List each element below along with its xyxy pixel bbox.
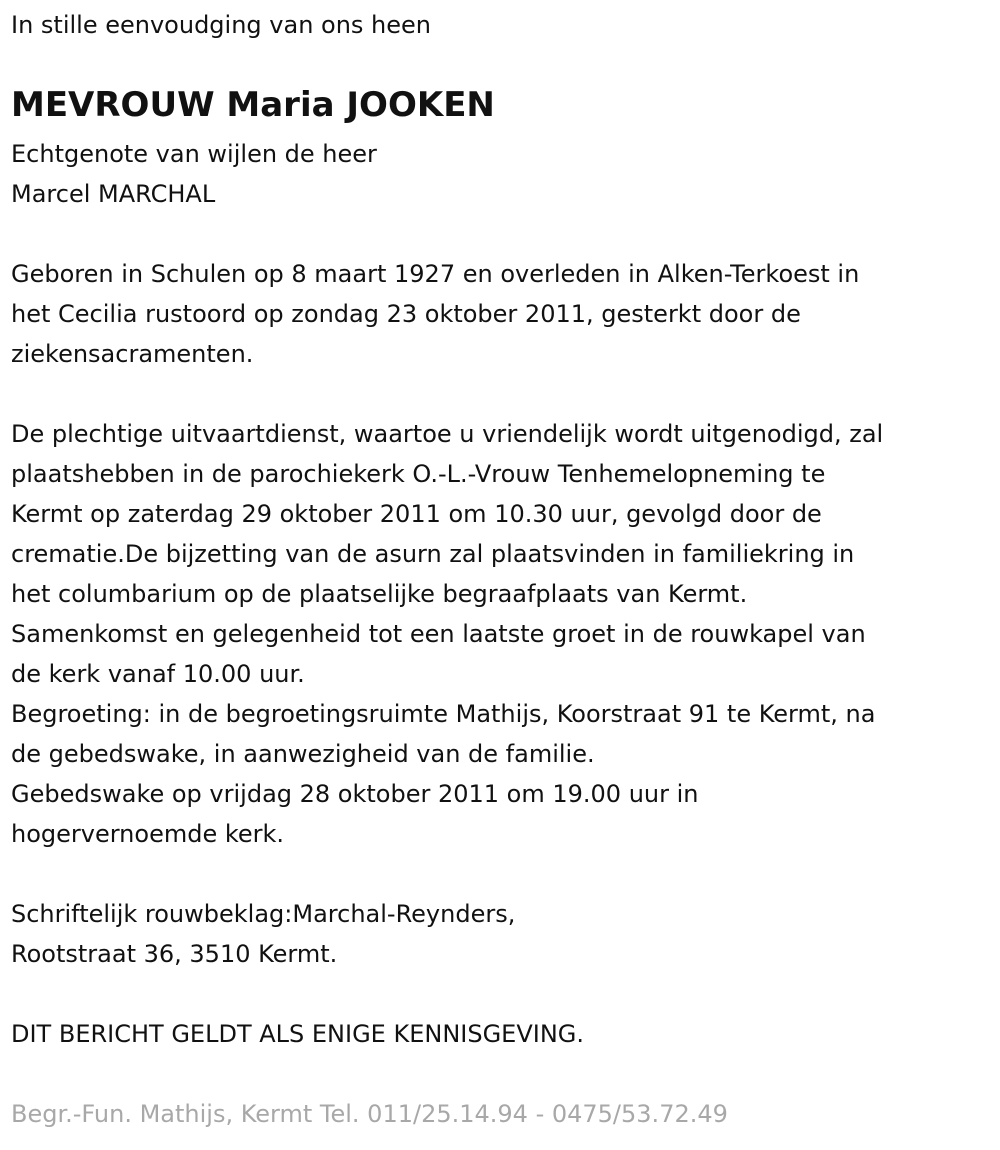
text-line: Schriftelijk rouwbeklag:Marchal-Reynders, — [11, 900, 516, 928]
deceased-name: MEVROUW Maria JOOKEN — [11, 85, 495, 125]
text-line: Begroeting: in de begroetingsruimte Mathijs, Koorstraat 91 te Kermt, na — [11, 700, 876, 728]
text-line: Kermt op zaterdag 29 oktober 2011 om 10.30 uur, gevolgd door de — [11, 500, 822, 528]
funeral-home-footer: Begr.-Fun. Mathijs, Kermt Tel. 011/25.14.94 - 0475/53.72.49 — [11, 1100, 728, 1128]
notice-line: DIT BERICHT GELDT ALS ENIGE KENNISGEVING. — [11, 1020, 585, 1048]
text-line: Samenkomst en gelegenheid tot een laatste groet in de rouwkapel van — [11, 620, 866, 648]
text-line: Gebedswake op vrijdag 28 oktober 2011 om 19.00 uur in — [11, 780, 699, 808]
text-line: plaatshebben in de parochiekerk O.-L.-Vrouw Tenhemelopneming te — [11, 460, 826, 488]
text-line: de gebedswake, in aanwezigheid van de familie. — [11, 740, 595, 768]
text-line: de kerk vanaf 10.00 uur. — [11, 660, 305, 688]
text-line: hogervernoemde kerk. — [11, 820, 285, 848]
funeral-paragraph — [11, 414, 883, 854]
intro-line: In stille eenvoudging van ons heen — [11, 11, 432, 39]
text-line: het Cecilia rustoord op zondag 23 oktober 2011, gesterkt door de — [11, 300, 801, 328]
spouse-name: Marcel MARCHAL — [11, 180, 216, 208]
text-line: De plechtige uitvaartdienst, waartoe u vriendelijk wordt uitgenodigd, zal — [11, 420, 884, 448]
text-line: het columbarium op de plaatselijke begraafplaats van Kermt. — [11, 580, 748, 608]
condolence-address — [11, 894, 515, 974]
spouse-line: Echtgenote van wijlen de heer — [11, 140, 377, 168]
text-line: ziekensacramenten. — [11, 340, 254, 368]
text-line: Geboren in Schulen op 8 maart 1927 en overleden in Alken-Terkoest in — [11, 260, 860, 288]
spouse-block — [11, 134, 377, 214]
birth-death-paragraph — [11, 254, 859, 374]
text-line: crematie.De bijzetting van de asurn zal plaatsvinden in familiekring in — [11, 540, 855, 568]
text-line: Rootstraat 36, 3510 Kermt. — [11, 940, 338, 968]
